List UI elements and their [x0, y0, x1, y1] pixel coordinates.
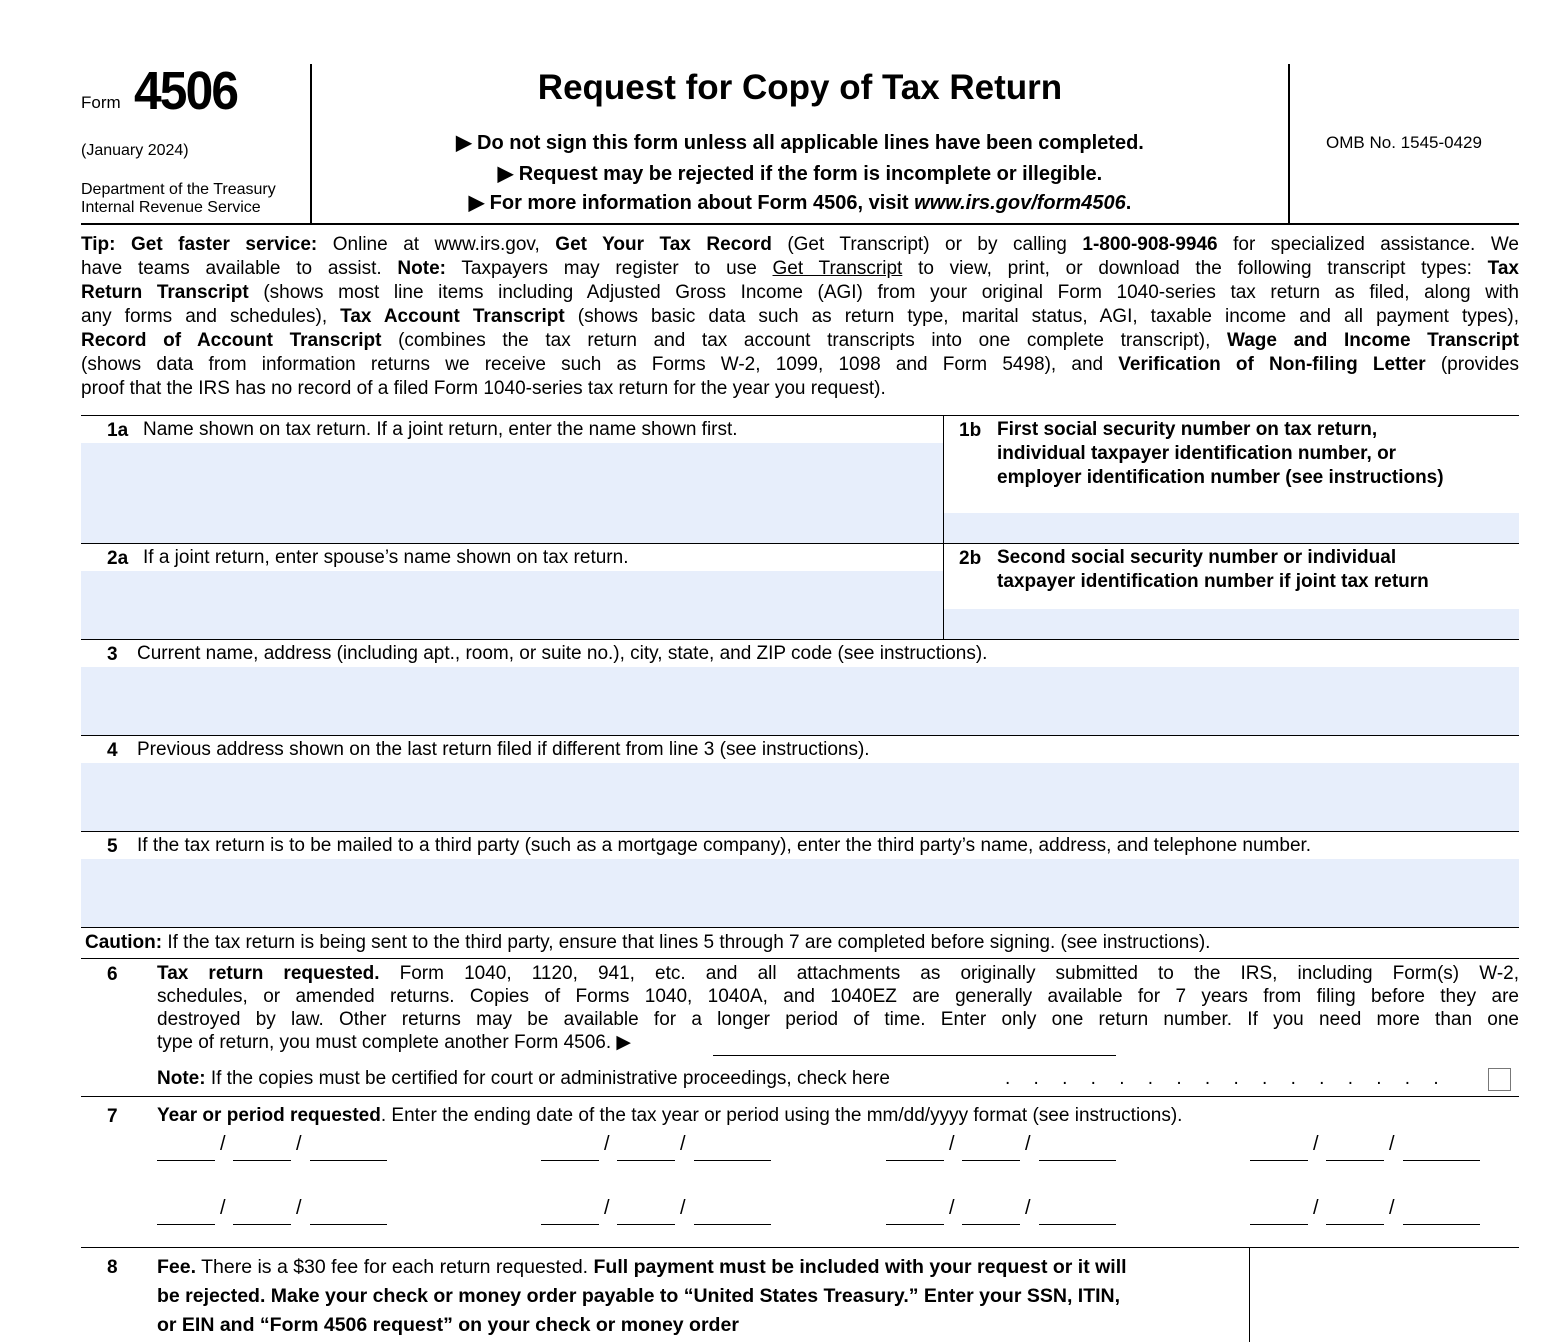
rule-2 [81, 543, 1519, 544]
tip-line-7 [81, 377, 1519, 401]
date-4-month-input[interactable] [1250, 1160, 1308, 1161]
tip-text: Taxpayers may register to use [445, 258, 773, 279]
line-2b-label [997, 546, 1429, 594]
form-label: Form [81, 93, 121, 112]
date-8-month-input[interactable] [1250, 1224, 1308, 1225]
date-slash: / [949, 1133, 955, 1155]
header-note-3-text: ▶ For more information about Form 4506, visit [468, 192, 915, 214]
fee-box-divider [1249, 1247, 1250, 1342]
agency-line-1: Department of the Treasury [81, 181, 276, 198]
tip-line-5 [81, 329, 1519, 353]
fee-body: There is a $30 fee for each return requested. [196, 1256, 594, 1278]
tip-line-3 [81, 281, 1519, 305]
date-1-month-input[interactable] [157, 1160, 215, 1161]
line-1b-label-2: individual taxpayer identification number, or [997, 443, 1397, 464]
previous-address-input[interactable] [81, 763, 1519, 831]
tip-text: proof that the IRS has no record of a filed Form 1040-series tax return for the year you request). [81, 378, 886, 399]
tip-paragraph [81, 233, 1519, 401]
date-1-day-input[interactable] [233, 1160, 291, 1161]
rule-5 [81, 831, 1519, 832]
tip-line-4 [81, 305, 1519, 329]
line-2b-label-2: taxpayer identification number if joint tax return [997, 571, 1429, 592]
spouse-name-input[interactable] [81, 571, 943, 639]
line-1b-number: 1b [959, 420, 982, 441]
tip-text: Tax Account Transcript [340, 306, 565, 327]
date-slash: / [949, 1197, 955, 1219]
header-bottom-rule [81, 223, 1519, 225]
line-6-note [157, 1067, 890, 1091]
form-revision: (January 2024) [81, 142, 189, 159]
date-2-day-input[interactable] [617, 1160, 675, 1161]
date-7-day-input[interactable] [962, 1224, 1020, 1225]
tip-text: (shows data from information returns we receive such as Forms W-2, 1099, 1098 and Form 5498), and [81, 354, 1119, 375]
rule-8 [81, 1247, 1519, 1248]
date-6-year-input[interactable] [694, 1224, 771, 1225]
tip-text: any forms and schedules), [81, 306, 341, 327]
line-6-number: 6 [107, 964, 118, 985]
date-8-day-input[interactable] [1326, 1224, 1384, 1225]
note-body: If the copies must be certified for court or administrative proceedings, check here [205, 1068, 890, 1089]
line-3-number: 3 [107, 644, 118, 665]
date-slash: / [604, 1133, 610, 1155]
irs-form-link[interactable]: www.irs.gov/form4506 [914, 192, 1126, 214]
tip-text: Verification of Non-filing Letter [1118, 354, 1426, 375]
line-7-heading: Year or period requested [157, 1105, 381, 1126]
date-7-month-input[interactable] [886, 1224, 944, 1225]
date-slash: / [1313, 1197, 1319, 1219]
get-transcript-link[interactable]: Get Transcript [772, 258, 903, 279]
line-2b-number: 2b [959, 548, 982, 569]
date-1-year-input[interactable] [310, 1160, 387, 1161]
omb-number: OMB No. 1545-0429 [1326, 133, 1482, 152]
tip-text: (Get Transcript) or by calling [771, 234, 1083, 255]
rule-caution-bottom [81, 958, 1519, 959]
rule-3 [81, 639, 1519, 640]
tip-text: Wage and Income Transcript [1227, 330, 1520, 351]
rule-4 [81, 735, 1519, 736]
date-slash: / [296, 1197, 302, 1219]
form-number: 4506 [134, 61, 238, 121]
tip-note-label: Note: [397, 258, 446, 279]
line-8-text-2: be rejected. Make your check or money order payable to “United States Treasury.” Enter your SSN, ITIN, [157, 1285, 1121, 1307]
date-slash: / [220, 1133, 226, 1155]
second-ssn-input[interactable] [944, 609, 1519, 639]
date-2-year-input[interactable] [694, 1160, 771, 1161]
date-slash: / [296, 1133, 302, 1155]
date-8-year-input[interactable] [1403, 1224, 1480, 1225]
line-2b-label-1: Second social security number or individual [997, 547, 1397, 568]
tip-line-1 [81, 233, 1519, 257]
line-5-number: 5 [107, 836, 118, 857]
tip-line-6 [81, 353, 1519, 377]
fee-heading: Fee. [157, 1256, 197, 1278]
form-title: Request for Copy of Tax Return [537, 68, 1063, 107]
date-3-day-input[interactable] [962, 1160, 1020, 1161]
date-5-month-input[interactable] [157, 1224, 215, 1225]
tip-text: Get Your Tax Record [555, 234, 772, 255]
line-6-text-1 [157, 962, 1519, 985]
line-2a-number: 2a [107, 548, 129, 569]
line-1a-label: Name shown on tax return. If a joint return, enter the name shown first. [143, 419, 738, 440]
line-8-number: 8 [107, 1257, 118, 1278]
line-5-label: If the tax return is to be mailed to a third party (such as a mortgage company), enter the third party’s name, address, and telephone number. [137, 835, 1312, 856]
tip-label: Tip: Get faster service: [81, 234, 318, 255]
date-6-month-input[interactable] [541, 1224, 599, 1225]
date-7-year-input[interactable] [1039, 1224, 1116, 1225]
line-6-text [157, 962, 1519, 1054]
line-4-number: 4 [107, 740, 118, 761]
fee-warning: Full payment must be included with your request or it will [593, 1256, 1127, 1278]
line-6-text-4: type of return, you must complete another Form 4506. ▶ [157, 1032, 632, 1053]
date-slash: / [604, 1197, 610, 1219]
tip-text: for specialized assistance. We [1217, 234, 1519, 255]
tip-text: (provides [1425, 354, 1519, 375]
line-8-text-3: or EIN and “Form 4506 request” on your check or money order [157, 1314, 739, 1336]
caution-text [85, 931, 1210, 955]
line-1b-label-3: employer identification number (see instructions) [997, 467, 1444, 488]
line-4-label: Previous address shown on the last return filed if different from line 3 (see instructions). [137, 739, 870, 760]
first-ssn-input[interactable] [944, 513, 1519, 543]
tip-line-2 [81, 257, 1519, 281]
agency-line-2: Internal Revenue Service [81, 199, 261, 216]
return-number-input[interactable] [713, 1055, 1116, 1056]
date-slash: / [680, 1197, 686, 1219]
date-5-day-input[interactable] [233, 1224, 291, 1225]
third-party-input[interactable] [81, 859, 1519, 927]
tip-text: Return Transcript [81, 282, 249, 303]
line-7-number: 7 [107, 1106, 118, 1127]
line-7-label [157, 1104, 1182, 1128]
line-1b-label-1: First social security number on tax return, [997, 419, 1378, 440]
line-2a-label: If a joint return, enter spouse’s name shown on tax return. [143, 547, 629, 568]
agency [81, 181, 276, 217]
line-6-body: Form 1040, 1120, 941, etc. and all attachments as originally submitted to the IRS, including Form(s) W-2, [379, 963, 1520, 984]
date-slash: / [1389, 1197, 1395, 1219]
line-6-text-2: schedules, or amended returns. Copies of Forms 1040, 1040A, and 1040EZ are generally available for 7 years from filing before they are [157, 986, 1519, 1007]
current-address-input[interactable] [81, 667, 1519, 735]
date-4-day-input[interactable] [1326, 1160, 1384, 1161]
date-3-month-input[interactable] [886, 1160, 944, 1161]
tip-text: (combines the tax return and tax account transcripts into one complete transcript), [381, 330, 1227, 351]
date-slash: / [1025, 1133, 1031, 1155]
header-note-3-end: . [1125, 192, 1132, 214]
leader-dots: . . . . . . . . . . . . . . . . [1005, 1068, 1448, 1089]
date-2-month-input[interactable] [541, 1160, 599, 1161]
header-note-2: ▶ Request may be rejected if the form is incomplete or illegible. [497, 163, 1103, 185]
date-slash: / [1389, 1133, 1395, 1155]
tip-text: have teams available to assist. [81, 258, 398, 279]
line-6-text-3: destroyed by law. Other returns may be available for a longer period of time. Enter only one return number. If you need more than one [157, 1009, 1519, 1030]
caution-label: Caution: [85, 932, 163, 953]
tip-text: Tax [1487, 258, 1519, 279]
phone-number: 1-800-908-9946 [1082, 234, 1218, 255]
line-1a-number: 1a [107, 420, 129, 441]
date-3-year-input[interactable] [1039, 1160, 1116, 1161]
tip-text: (shows basic data such as return type, marital status, AGI, taxable income and all payment types), [564, 306, 1520, 327]
header-note-1: ▶ Do not sign this form unless all applicable lines have been completed. [456, 132, 1144, 154]
line-6-heading: Tax return requested. [157, 963, 380, 984]
date-slash: / [220, 1197, 226, 1219]
date-4-year-input[interactable] [1403, 1160, 1480, 1161]
tip-text: Record of Account Transcript [81, 330, 382, 351]
tip-text: Online at www.irs.gov, [317, 234, 556, 255]
line-8-text-1 [157, 1253, 1237, 1282]
line-7-body: . Enter the ending date of the tax year or period using the mm/dd/yyyy format (see instructions). [380, 1105, 1183, 1126]
line-1b-label [997, 418, 1444, 490]
tip-text: (shows most line items including Adjusted Gross Income (AGI) from your original Form 1040-series tax return as filed, along with [248, 282, 1519, 303]
line-8-text [157, 1253, 1237, 1340]
date-slash: / [1025, 1197, 1031, 1219]
tip-text: to view, print, or download the following transcript types: [902, 258, 1488, 279]
header-note-3 [312, 190, 1288, 215]
line-3-label: Current name, address (including apt., room, or suite no.), city, state, and ZIP code (see instructions). [137, 643, 988, 664]
caution-body: If the tax return is being sent to the third party, ensure that lines 5 through 7 are completed before signing. (see instructions). [162, 932, 1211, 953]
date-6-day-input[interactable] [617, 1224, 675, 1225]
date-slash: / [680, 1133, 686, 1155]
rule-caution-top [81, 927, 1519, 928]
certified-copy-checkbox[interactable] [1488, 1068, 1511, 1091]
date-slash: / [1313, 1133, 1319, 1155]
name-input[interactable] [81, 443, 943, 543]
rule-7 [81, 1096, 1519, 1097]
note-label: Note: [157, 1068, 206, 1089]
date-5-year-input[interactable] [310, 1224, 387, 1225]
rule-1 [81, 415, 1519, 416]
